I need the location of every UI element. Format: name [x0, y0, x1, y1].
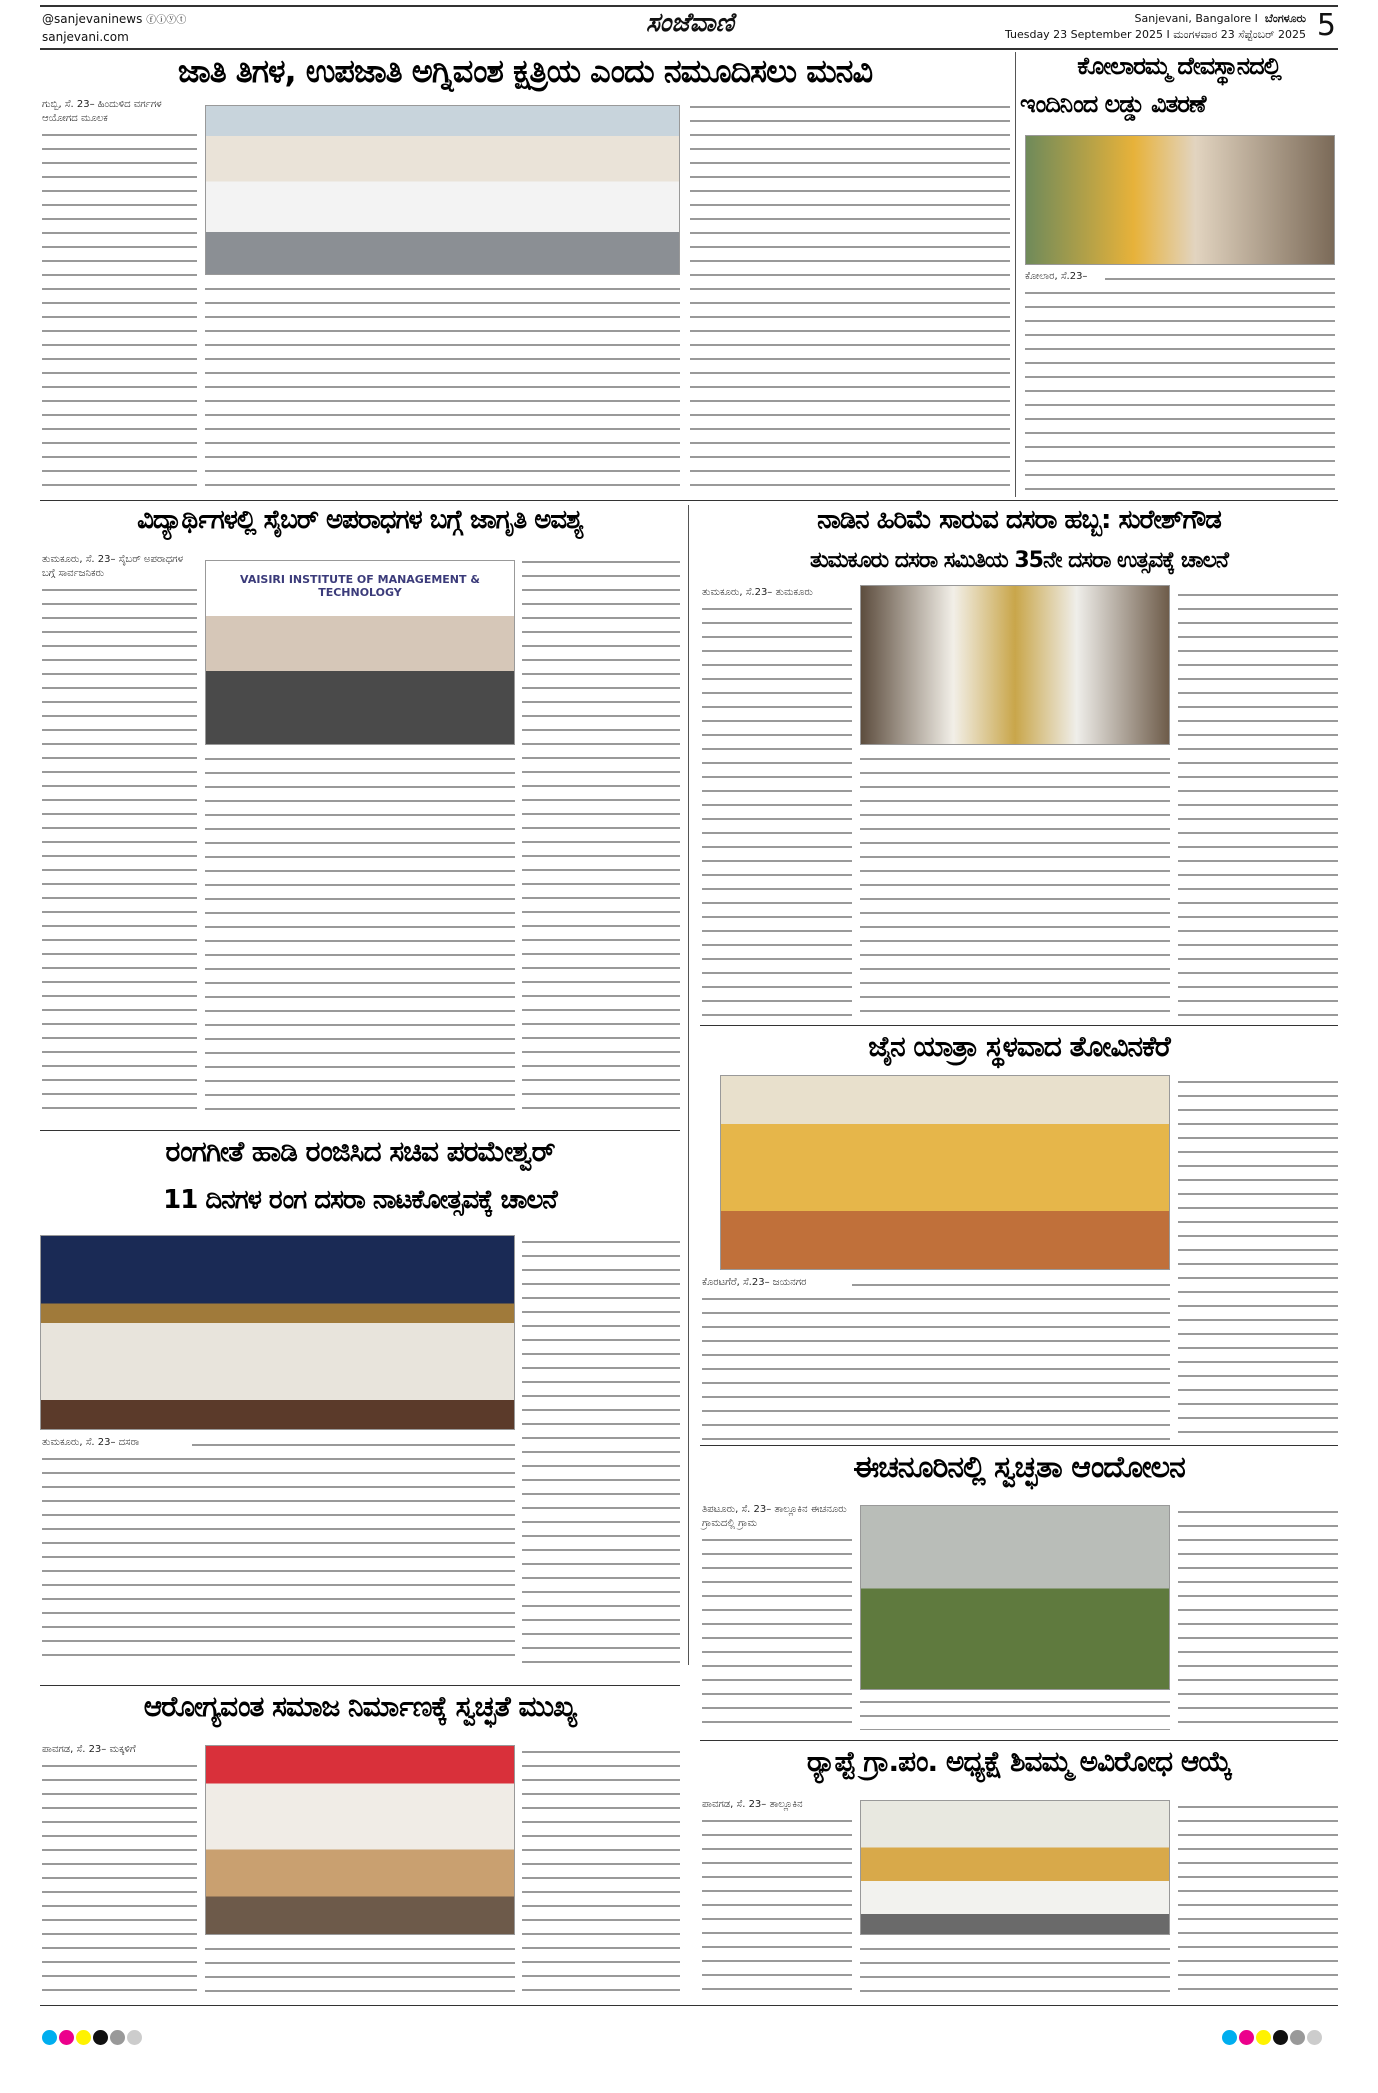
article-body-text	[42, 100, 197, 495]
article-body-text	[522, 1745, 680, 1995]
masthead-rule	[40, 48, 1338, 50]
masthead-right	[1005, 11, 1306, 43]
story-2-lead: ಕೋಲಾರ, ಸೆ.23–	[1025, 270, 1105, 284]
grey-mark	[110, 2030, 125, 2045]
article-body-text	[42, 555, 197, 1120]
story-4-photo	[860, 585, 1170, 745]
story-6-headline-2: 11 ದಿನಗಳ ರಂಗ ದಸರಾ ನಾಟಕೋತ್ಸವಕ್ಕೆ ಚಾಲನೆ	[163, 1185, 557, 1215]
social-handle: @sanjevaninews	[42, 12, 143, 26]
article-body-text	[1178, 1075, 1338, 1440]
top-rule	[40, 5, 1338, 7]
story-3-lead: ತುಮಕೂರು, ಸೆ. 23– ಸೈಬರ್ ಅಪರಾಧಗಳ ಬಗ್ಗೆ ಸಾರ್ವಜನಿಕರು	[42, 553, 197, 581]
story-2-headline-2: ಇಂದಿನಿಂದ ಲಡ್ಡು ವಿತರಣೆ	[1020, 90, 1206, 118]
article-body-text	[42, 1438, 515, 1665]
story-3-photo	[205, 560, 515, 745]
grey-mark	[1307, 2030, 1322, 2045]
story-4-headline: ನಾಡಿನ ಹಿರಿಮೆ ಸಾರುವ ದಸರಾ ಹಬ್ಬ: ಸುರೇಶ್‌ಗೌಡ	[817, 505, 1221, 535]
article-body-text	[860, 752, 1170, 1020]
edition: Sanjevani, Bangalore I	[1134, 12, 1258, 25]
article-body-text	[205, 752, 515, 1120]
story-7-lead: ತಿಪಟೂರು, ಸೆ. 23– ತಾಲ್ಲೂಕಿನ ಈಚನೂರು ಗ್ರಾಮದಲ್ಲಿ ಗ್ರಾಮ	[702, 1503, 852, 1531]
article-body-text	[1178, 1800, 1338, 1995]
story-1-lead: ಗುಬ್ಬಿ, ಸೆ. 23– ಹಿಂದುಳಿದ ವರ್ಗಗಳ ಆಯೋಗದ ಮೂಲಕ	[42, 98, 197, 126]
black-mark	[93, 2030, 108, 2045]
article-body-text	[702, 1505, 852, 1730]
date-kn: I ಮಂಗಳವಾರ 23 ಸೆಪ್ಟೆಂಬರ್ 2025	[1166, 28, 1306, 41]
article-body-text	[1178, 588, 1338, 1020]
divider	[40, 1130, 680, 1131]
yellow-mark	[76, 2030, 91, 2045]
story-2-headline-1: ಕೋಲಾರಮ್ಮ ದೇವಸ್ಥಾನದಲ್ಲಿ	[1077, 52, 1281, 80]
magenta-mark	[59, 2030, 74, 2045]
article-body-text	[860, 1695, 1170, 1730]
story-8-photo	[205, 1745, 515, 1935]
story-9-lead: ಪಾವಗಡ, ಸೆ. 23– ತಾಲ್ಲೂಕಿನ	[702, 1798, 852, 1812]
article-body-text	[522, 555, 680, 1120]
magenta-mark	[1239, 2030, 1254, 2045]
story-1-headline: ಜಾತಿ ತಿಗಳ, ಉಪಜಾತಿ ಅಗ್ನಿವಂಶ ಕ್ಷತ್ರಿಯ ಎಂದು ನಮೂದಿಸಲು ಮನವಿ	[177, 52, 873, 90]
story-6-photo	[40, 1235, 515, 1430]
story-5-headline: ಜೈನ ಯಾತ್ರಾ ಸ್ಥಳವಾದ ತೋವಿನಕೆರೆ	[868, 1030, 1170, 1063]
story-1-photo	[205, 105, 680, 275]
date-en: Tuesday 23 September 2025	[1004, 28, 1163, 41]
story-3-headline: ವಿದ್ಯಾರ್ಥಿಗಳಲ್ಲಿ ಸೈಬರ್ ಅಪರಾಧಗಳ ಬಗ್ಗೆ ಜಾಗೃತಿ ಅವಶ್ಯ	[137, 505, 583, 535]
website: sanjevani.com	[42, 30, 129, 44]
story-9-photo	[860, 1800, 1170, 1935]
article-body-text	[702, 1278, 1170, 1440]
photo-banner: VAISIRI INSTITUTE OF MANAGEMENT & TECHNOLOGY	[240, 573, 480, 599]
article-body-text	[860, 1942, 1170, 1995]
city: ಬೆಂಗಳೂರು	[1264, 12, 1306, 25]
page-number: 5	[1316, 8, 1336, 43]
article-body-text	[702, 1800, 852, 1995]
story-8-headline: ಆರೋಗ್ಯವಂತ ಸಮಾಜ ನಿರ್ಮಾಣಕ್ಕೆ ಸ್ವಚ್ಛತೆ ಮುಖ್ಯ	[143, 1690, 577, 1723]
cyan-mark	[42, 2030, 57, 2045]
yellow-mark	[1256, 2030, 1271, 2045]
divider	[700, 1445, 1338, 1446]
story-6-lead: ತುಮಕೂರು, ಸೆ. 23– ದಸರಾ	[42, 1436, 192, 1450]
article-body-text	[205, 1942, 515, 1995]
story-7-headline: ಈಚನೂರಿನಲ್ಲಿ ಸ್ವಚ್ಛತಾ ಆಂದೋಲನ	[853, 1450, 1185, 1485]
article-body-text	[702, 588, 852, 1020]
article-body-text	[42, 1745, 197, 1995]
bottom-rule	[40, 2005, 1338, 2006]
color-registration-left	[42, 2030, 144, 2049]
story-8-lead: ಪಾವಗಡ, ಸೆ. 23– ಮಕ್ಕಳಿಗೆ	[42, 1743, 197, 1757]
article-body-text	[522, 1235, 680, 1665]
story-5-photo	[720, 1075, 1170, 1270]
social-icons: ⓕⓘⓨⓣ	[146, 15, 187, 26]
grey-mark	[1290, 2030, 1305, 2045]
story-4-subhead: ತುಮಕೂರು ದಸರಾ ಸಮಿತಿಯ 35ನೇ ದಸರಾ ಉತ್ಸವಕ್ಕೆ ಚಾಲನೆ	[810, 548, 1228, 573]
divider	[700, 1740, 1338, 1741]
article-body-text	[1025, 272, 1335, 495]
story-7-photo	[860, 1505, 1170, 1690]
divider	[40, 1685, 680, 1686]
color-registration-right	[1222, 2030, 1324, 2049]
black-mark	[1273, 2030, 1288, 2045]
article-body-text	[1178, 1505, 1338, 1730]
divider	[40, 500, 1338, 501]
article-body-text	[690, 100, 1010, 495]
cyan-mark	[1222, 2030, 1237, 2045]
story-5-lead: ಕೊರಟಗೆರೆ, ಸೆ.23– ಜಯನಗರ	[702, 1276, 852, 1290]
masthead-left	[42, 11, 186, 45]
article-body-text	[205, 282, 680, 495]
story-6-headline-1: ರಂಗಗೀತೆ ಹಾಡಿ ರಂಜಿಸಿದ ಸಚಿವ ಪರಮೇಶ್ವರ್	[165, 1135, 555, 1168]
story-2-photo	[1025, 135, 1335, 265]
story-4-lead: ತುಮಕೂರು, ಸೆ.23– ತುಮಕೂರು	[702, 586, 852, 600]
grey-mark	[127, 2030, 142, 2045]
story-9-headline: ರ್‍ಯಾಪ್ಟೆ ಗ್ರಾ.ಪಂ. ಅಧ್ಯಕ್ಷೆ ಶಿವಮ್ಮ ಅವಿರೋಧ ಆಯ್ಕೆ	[806, 1745, 1232, 1778]
divider	[700, 1025, 1338, 1026]
logo: ಸಂಜೆವಾಣಿ	[645, 8, 735, 38]
